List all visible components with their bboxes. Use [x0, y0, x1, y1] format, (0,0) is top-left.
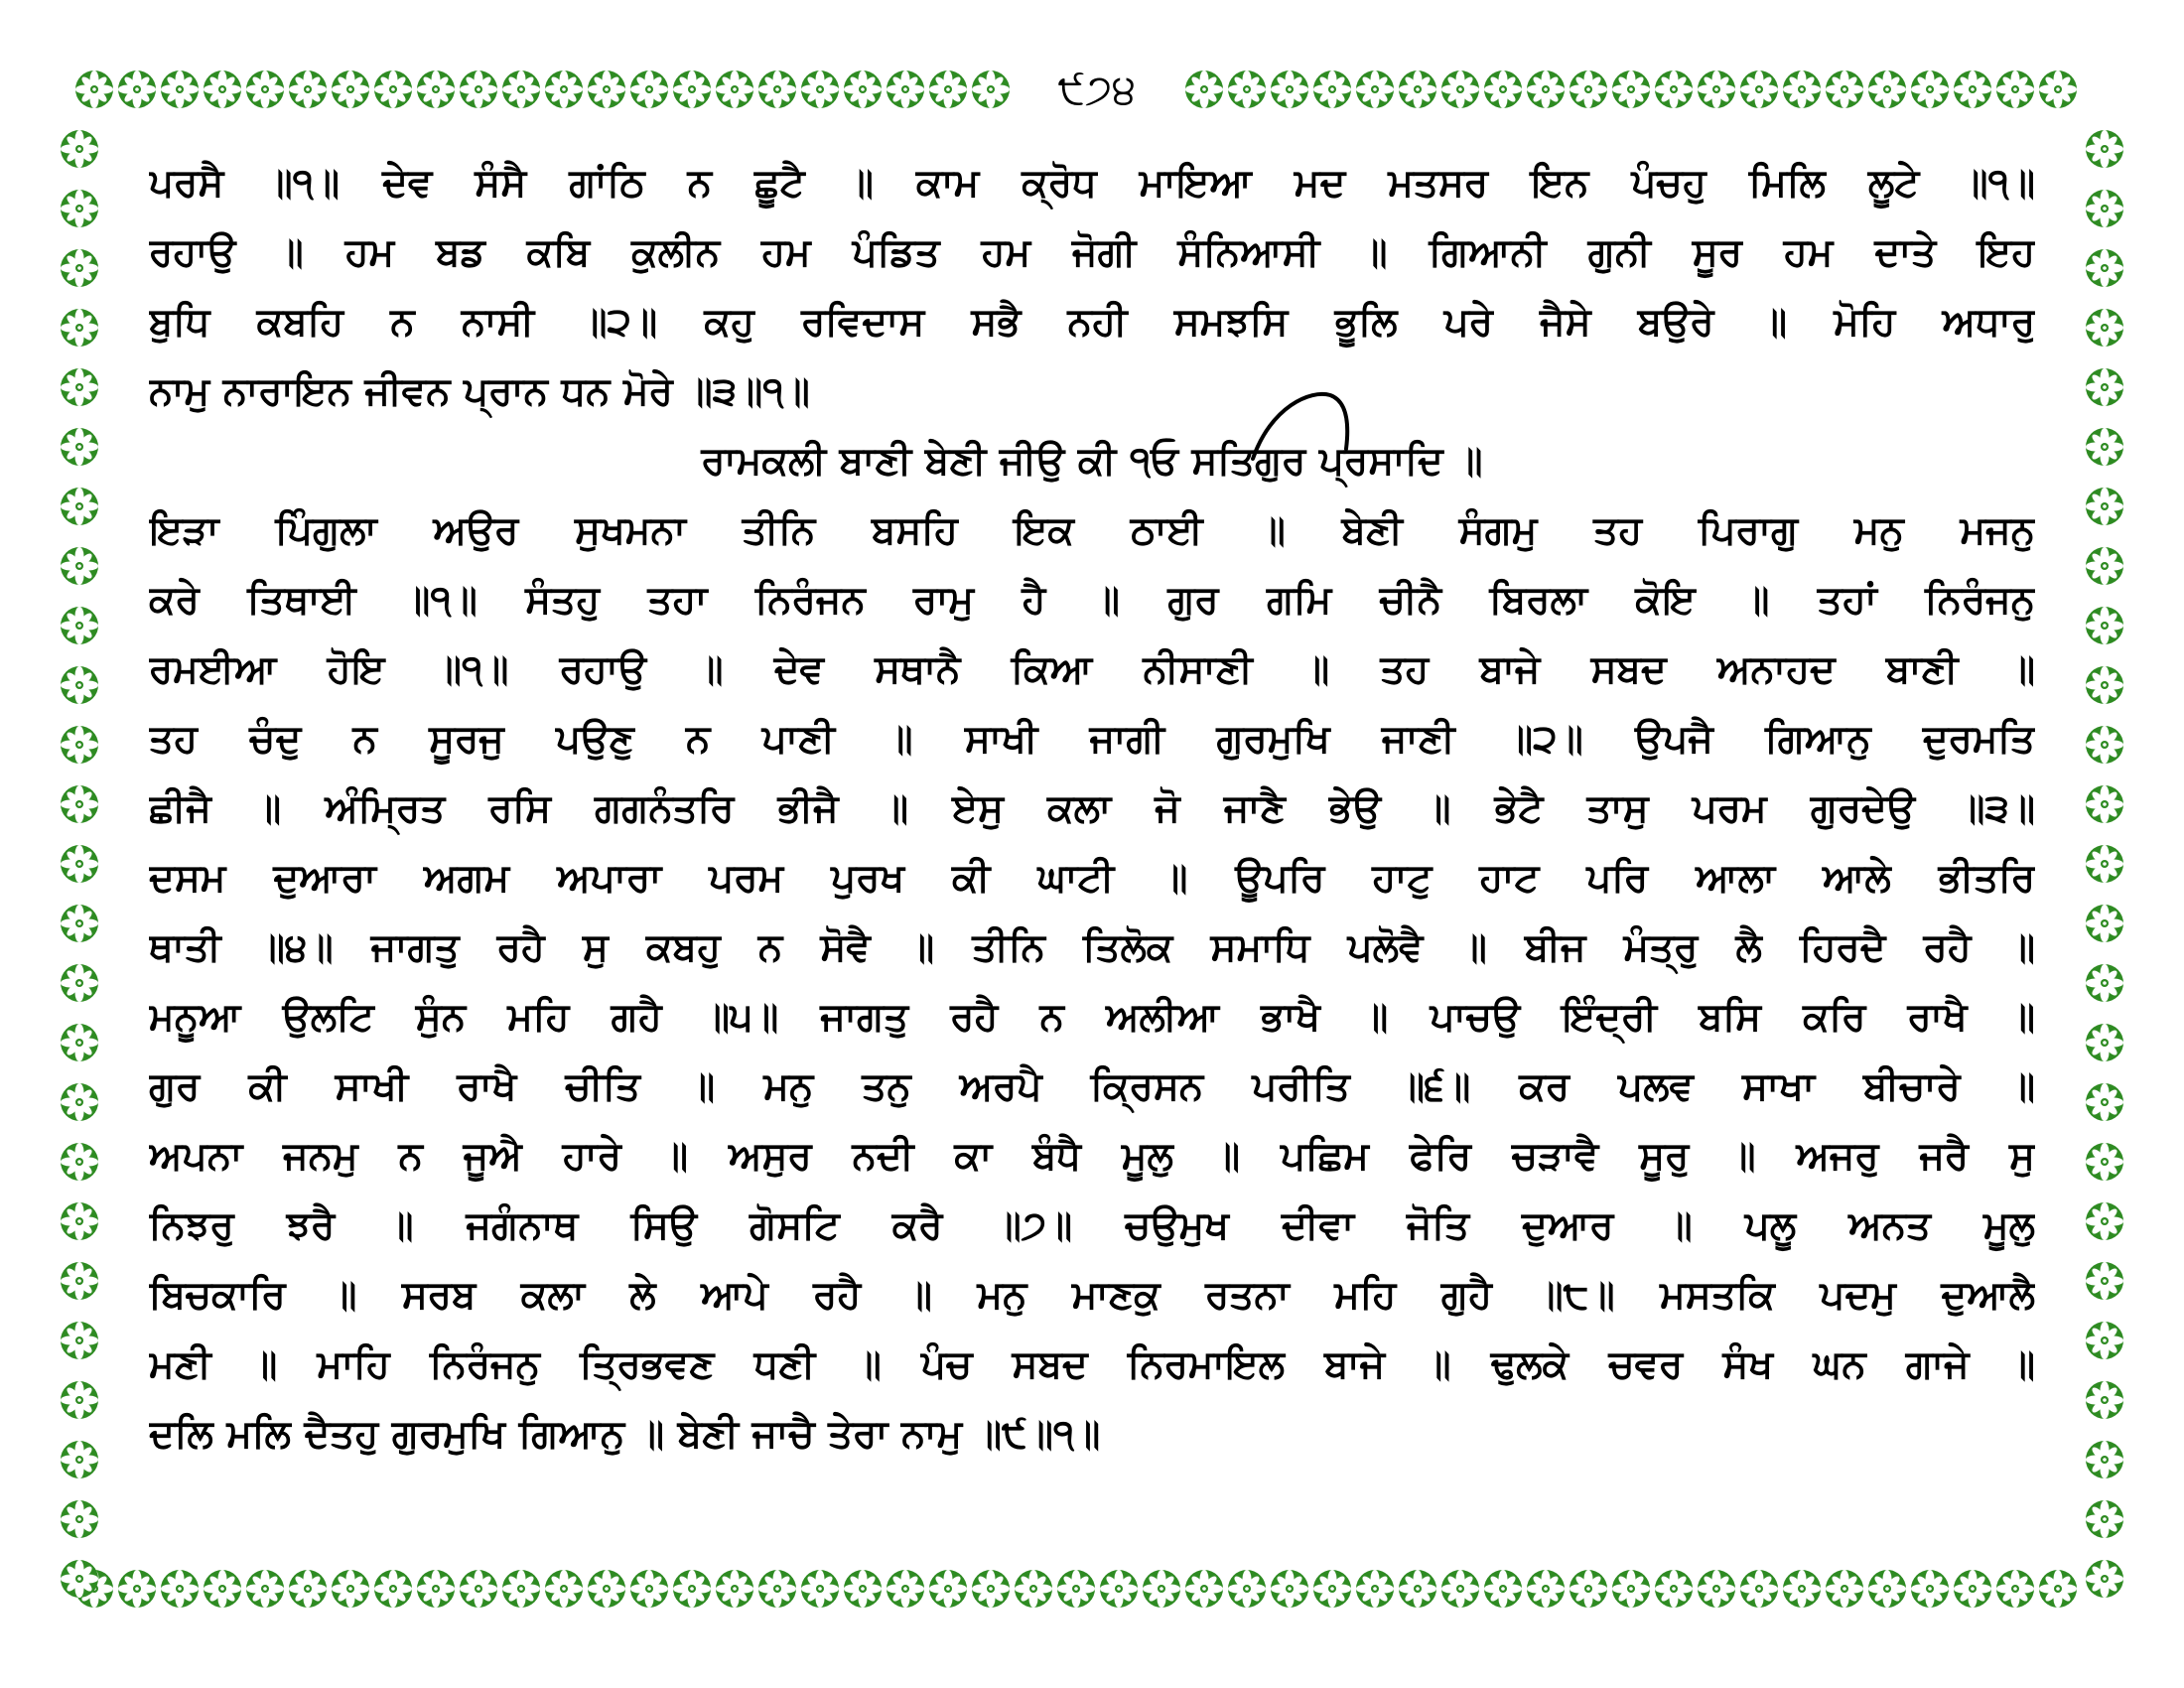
flower-ornament: [61, 964, 98, 1002]
flower-ornament: [2086, 190, 2123, 227]
flower-ornament: [61, 547, 98, 585]
text-line: ਕਰੇ ਤਿਥਾਈ ॥੧॥ ਸੰਤਹੁ ਤਹਾ ਨਿਰੰਜਨ ਰਾਮੁ ਹੈ ॥ ਗੁਰ ਗਮਿ ਚੀਨੈ ਬਿਰਲਾ ਕੋਇ ॥ ਤਹਾਂ ਨਿਰੰਜਨੁ: [149, 578, 2035, 623]
scripture-text: [149, 149, 2035, 1539]
flower-ornament: [118, 1570, 156, 1608]
flower-ornament: [61, 726, 98, 764]
flower-ornament: [374, 1570, 412, 1608]
flower-ornament: [61, 1441, 98, 1478]
flower-ornament: [1740, 70, 1778, 108]
flower-ornament: [1954, 70, 1991, 108]
flower-ornament: [289, 1570, 327, 1608]
flower-ornament: [61, 785, 98, 823]
flower-ornament: [2086, 488, 2123, 525]
flower-ornament: [161, 70, 199, 108]
flower-ornament: [1826, 1570, 1863, 1608]
flower-ornament: [61, 428, 98, 466]
flower-ornament: [2086, 1322, 2123, 1359]
flower-ornament: [61, 488, 98, 525]
flower-ornament: [61, 368, 98, 406]
flower-ornament: [673, 70, 711, 108]
flower-ornament: [972, 70, 1010, 108]
flower-ornament: [1100, 1570, 1138, 1608]
text-line: ਬਿਚਕਾਰਿ ॥ ਸਰਬ ਕਲਾ ਲੇ ਆਪੇ ਰਹੈ ॥ ਮਨੁ ਮਾਣਕੁ ਰਤਨਾ ਮਹਿ ਗੁਹੈ ॥੮॥ ਮਸਤਕਿ ਪਦਮੁ ਦੁਆਲੈ: [149, 1273, 2035, 1318]
flower-ornament: [716, 70, 753, 108]
flower-ornament: [1313, 70, 1351, 108]
flower-ornament: [1271, 70, 1308, 108]
flower-ornament: [118, 70, 156, 108]
flower-ornament: [2086, 1143, 2123, 1181]
flower-ornament: [61, 1143, 98, 1181]
flower-ornament: [1484, 1570, 1522, 1608]
text-line: ਇੜਾ ਪਿੰਗੁਲਾ ਅਉਰ ਸੁਖਮਨਾ ਤੀਨਿ ਬਸਹਿ ਇਕ ਠਾਈ ॥ ਬੇਣੀ ਸੰਗਮੁ ਤਹ ਪਿਰਾਗੁ ਮਨੁ ਮਜਨੁ: [149, 508, 2035, 553]
text-line: ਰਮਈਆ ਹੋਇ ॥੧॥ ਰਹਾਉ ॥ ਦੇਵ ਸਥਾਨੈ ਕਿਆ ਨੀਸਾਣੀ ॥ ਤਹ ਬਾਜੇ ਸਬਦ ਅਨਾਹਦ ਬਾਣੀ ॥: [149, 647, 2035, 692]
flower-ornament: [2086, 726, 2123, 764]
flower-ornament: [1057, 1570, 1095, 1608]
flower-ornament: [1570, 70, 1607, 108]
text-line: ਪਰਸੈ ॥੧॥ ਦੇਵ ਸੰਸੈ ਗਾਂਠਿ ਨ ਛੂਟੈ ॥ ਕਾਮ ਕ੍ਰੋਧ ਮਾਇਆ ਮਦ ਮਤਸਰ ਇਨ ਪੰਚਹੁ ਮਿਲਿ ਲੂਟੇ ॥੧॥: [149, 161, 2035, 206]
flower-ornament: [1313, 1570, 1351, 1608]
flower-ornament: [1698, 70, 1735, 108]
flower-ornament: [1698, 1570, 1735, 1608]
flower-ornament: [61, 130, 98, 168]
flower-ornament: [61, 1024, 98, 1061]
flower-ornament: [460, 70, 497, 108]
flower-ornament: [1356, 70, 1394, 108]
flower-ornament: [630, 70, 668, 108]
flower-ornament: [929, 70, 967, 108]
flower-ornament: [1911, 70, 1949, 108]
flower-ornament: [332, 70, 369, 108]
flower-ornament: [2086, 249, 2123, 287]
flower-ornament: [2086, 1441, 2123, 1478]
flower-ornament: [2086, 309, 2123, 347]
flower-ornament: [801, 1570, 839, 1608]
flower-ornament: [61, 845, 98, 883]
flower-ornament: [2086, 1083, 2123, 1121]
flower-ornament: [2086, 785, 2123, 823]
flower-ornament: [61, 1322, 98, 1359]
flower-ornament: [61, 1560, 98, 1598]
flower-ornament: [246, 1570, 284, 1608]
flower-ornament: [2086, 1202, 2123, 1240]
flower-ornament: [2086, 130, 2123, 168]
flower-ornament: [1783, 70, 1821, 108]
flower-ornament: [2086, 428, 2123, 466]
text-line: ਰਹਾਉ ॥ ਹਮ ਬਡ ਕਬਿ ਕੁਲੀਨ ਹਮ ਪੰਡਿਤ ਹਮ ਜੋਗੀ ਸੰਨਿਆਸੀ ॥ ਗਿਆਨੀ ਗੁਨੀ ਸੂਰ ਹਮ ਦਾਤੇ ਇਹ: [149, 230, 2035, 275]
flower-ornament: [1143, 1570, 1180, 1608]
text-line: ਨਾਮੁ ਨਾਰਾਇਨ ਜੀਵਨ ਪ੍ਰਾਨ ਧਨ ਮੋਰੇ ॥੩॥੧॥: [149, 369, 810, 414]
flower-ornament: [2086, 666, 2123, 704]
flower-ornament: [1954, 1570, 1991, 1608]
flower-ornament: [844, 70, 882, 108]
flower-ornament: [1826, 70, 1863, 108]
text-line: ਬੁਧਿ ਕਬਹਿ ਨ ਨਾਸੀ ॥੨॥ ਕਹੁ ਰਵਿਦਾਸ ਸਭੈ ਨਹੀ ਸਮਝਸਿ ਭੂਲਿ ਪਰੇ ਜੈਸੇ ਬਉਰੇ ॥ ਮੋਹਿ ਅਧਾਰੁ: [149, 300, 2035, 345]
flower-ornament: [630, 1570, 668, 1608]
page-number: ੯੭੪: [1032, 62, 1161, 117]
flower-ornament: [2086, 368, 2123, 406]
flower-ornament: [2039, 1570, 2077, 1608]
text-line: ਅਪਨਾ ਜਨਮੁ ਨ ਜੂਐ ਹਾਰੇ ॥ ਅਸੁਰ ਨਦੀ ਕਾ ਬੰਧੈ ਮੂਲੁ ॥ ਪਛਿਮ ਫੇਰਿ ਚੜਾਵੈ ਸੂਰੁ ॥ ਅਜਰੁ ਜਰੈ ਸੁ: [149, 1134, 2035, 1179]
flower-ornament: [61, 666, 98, 704]
flower-ornament: [204, 1570, 241, 1608]
flower-ornament: [61, 1083, 98, 1121]
flower-ornament: [844, 1570, 882, 1608]
flower-ornament: [61, 607, 98, 644]
flower-ornament: [545, 70, 583, 108]
flower-ornament: [929, 1570, 967, 1608]
text-line: ਥਾਤੀ ॥੪॥ ਜਾਗਤੁ ਰਹੈ ਸੁ ਕਬਹੁ ਨ ਸੋਵੈ ॥ ਤੀਨਿ ਤਿਲੋਕ ਸਮਾਧਿ ਪਲੋਵੈ ॥ ਬੀਜ ਮੰਤ੍ਰੁ ਲੈ ਹਿਰਦੈ ਰਹੈ ॥: [149, 925, 2035, 970]
flower-ornament: [246, 70, 284, 108]
flower-ornament: [1441, 70, 1479, 108]
section-heading: ਰਾਮਕਲੀ ਬਾਣੀ ਬੇਣੀ ਜੀਉ ਕੀ ੧ਓ ਸਤਿਗੁਰ ਪ੍ਰਸਾਦਿ ॥: [701, 439, 1483, 484]
text-line: ਮਣੀ ॥ ਮਾਹਿ ਨਿਰੰਜਨੁ ਤ੍ਰਿਭਵਣ ਧਣੀ ॥ ਪੰਚ ਸਬਦ ਨਿਰਮਾਇਲ ਬਾਜੇ ॥ ਢੁਲਕੇ ਚਵਰ ਸੰਖ ਘਨ ਗਾਜੇ ॥: [149, 1342, 2035, 1387]
flower-ornament: [1570, 1570, 1607, 1608]
flower-ornament: [332, 1570, 369, 1608]
flower-ornament: [2086, 547, 2123, 585]
flower-ornament: [588, 70, 625, 108]
flower-ornament: [1740, 1570, 1778, 1608]
flower-ornament: [61, 309, 98, 347]
flower-ornament: [204, 70, 241, 108]
flower-ornament: [801, 70, 839, 108]
flower-ornament: [1911, 1570, 1949, 1608]
flower-ornament: [1228, 70, 1266, 108]
flower-ornament: [417, 1570, 455, 1608]
flower-ornament: [887, 1570, 924, 1608]
flower-ornament: [1655, 1570, 1693, 1608]
flower-ornament: [61, 1202, 98, 1240]
flower-ornament: [374, 70, 412, 108]
flower-ornament: [1612, 70, 1650, 108]
flower-ornament: [1783, 1570, 1821, 1608]
flower-ornament: [1228, 1570, 1266, 1608]
flower-ornament: [1015, 1570, 1052, 1608]
text-line: ਦਲਿ ਮਲਿ ਦੈਤਹੁ ਗੁਰਮੁਖਿ ਗਿਆਨੁ ॥ ਬੇਣੀ ਜਾਚੈ ਤੇਰਾ ਨਾਮੁ ॥੯॥੧॥: [149, 1412, 1101, 1457]
flower-ornament: [1399, 1570, 1436, 1608]
flower-ornament: [1868, 70, 1906, 108]
flower-ornament: [61, 1262, 98, 1300]
text-line: ਦਸਮ ਦੁਆਰਾ ਅਗਮ ਅਪਾਰਾ ਪਰਮ ਪੁਰਖ ਕੀ ਘਾਟੀ ॥ ਊਪਰਿ ਹਾਟੁ ਹਾਟ ਪਰਿ ਆਲਾ ਆਲੇ ਭੀਤਰਿ: [149, 856, 2035, 901]
flower-ornament: [1185, 70, 1223, 108]
flower-ornament: [1868, 1570, 1906, 1608]
flower-ornament: [61, 905, 98, 942]
flower-ornament: [61, 190, 98, 227]
flower-ornament: [972, 1570, 1010, 1608]
flower-ornament: [588, 1570, 625, 1608]
flower-ornament: [2086, 905, 2123, 942]
flower-ornament: [1612, 1570, 1650, 1608]
flower-ornament: [1399, 70, 1436, 108]
flower-ornament: [417, 70, 455, 108]
flower-ornament: [1996, 70, 2034, 108]
flower-ornament: [1271, 1570, 1308, 1608]
text-line: ਨਿਝਰੁ ਝਰੈ ॥ ਜਗੰਨਾਥ ਸਿਉ ਗੋਸਟਿ ਕਰੈ ॥੭॥ ਚਉਮੁਖ ਦੀਵਾ ਜੋਤਿ ਦੁਆਰ ॥ ਪਲੂ ਅਨਤ ਮੂਲੁ: [149, 1203, 2035, 1248]
flower-ornament: [502, 1570, 540, 1608]
flower-ornament: [758, 1570, 796, 1608]
text-line: ਮਨੂਆ ਉਲਟਿ ਸੁੰਨ ਮਹਿ ਗਹੈ ॥੫॥ ਜਾਗਤੁ ਰਹੈ ਨ ਅਲੀਆ ਭਾਖੈ ॥ ਪਾਚਉ ਇੰਦ੍ਰੀ ਬਸਿ ਕਰਿ ਰਾਖੈ ॥: [149, 995, 2035, 1040]
flower-ornament: [289, 70, 327, 108]
flower-ornament: [1185, 1570, 1223, 1608]
flower-ornament: [75, 70, 113, 108]
flower-ornament: [1527, 1570, 1565, 1608]
flower-ornament: [61, 249, 98, 287]
text-line: ਤਹ ਚੰਦੁ ਨ ਸੂਰਜੁ ਪਉਣੁ ਨ ਪਾਣੀ ॥ ਸਾਖੀ ਜਾਗੀ ਗੁਰਮੁਖਿ ਜਾਣੀ ॥੨॥ ਉਪਜੈ ਗਿਆਨੁ ਦੁਰਮਤਿ: [149, 717, 2035, 762]
flower-ornament: [887, 70, 924, 108]
flower-ornament: [1356, 1570, 1394, 1608]
flower-ornament: [1484, 70, 1522, 108]
flower-ornament: [2086, 1024, 2123, 1061]
flower-ornament: [2086, 1262, 2123, 1300]
text-line: ਗੁਰ ਕੀ ਸਾਖੀ ਰਾਖੈ ਚੀਤਿ ॥ ਮਨੁ ਤਨੁ ਅਰਪੈ ਕ੍ਰਿਸਨ ਪਰੀਤਿ ॥੬॥ ਕਰ ਪਲਵ ਸਾਖਾ ਬੀਚਾਰੇ ॥: [149, 1064, 2035, 1109]
flower-ornament: [1441, 1570, 1479, 1608]
flower-ornament: [2086, 607, 2123, 644]
flower-ornament: [2086, 1381, 2123, 1419]
flower-ornament: [2086, 1560, 2123, 1598]
flower-ornament: [673, 1570, 711, 1608]
flower-ornament: [1996, 1570, 2034, 1608]
flower-ornament: [1655, 70, 1693, 108]
flower-ornament: [2086, 964, 2123, 1002]
flower-ornament: [716, 1570, 753, 1608]
flower-ornament: [460, 1570, 497, 1608]
flower-ornament: [2086, 1500, 2123, 1538]
flower-ornament: [2086, 845, 2123, 883]
flower-ornament: [61, 1500, 98, 1538]
flower-ornament: [2039, 70, 2077, 108]
flower-ornament: [61, 1381, 98, 1419]
flower-ornament: [1527, 70, 1565, 108]
flower-ornament: [161, 1570, 199, 1608]
text-line: ਛੀਜੈ ॥ ਅੰਮ੍ਰਿਤ ਰਸਿ ਗਗਨੰਤਰਿ ਭੀਜੈ ॥ ਏਸੁ ਕਲਾ ਜੋ ਜਾਣੈ ਭੇਉ ॥ ਭੇਟੈ ਤਾਸੁ ਪਰਮ ਗੁਰਦੇਉ ॥੩॥: [149, 786, 2035, 831]
flower-ornament: [758, 70, 796, 108]
flower-ornament: [502, 70, 540, 108]
flower-ornament: [545, 1570, 583, 1608]
